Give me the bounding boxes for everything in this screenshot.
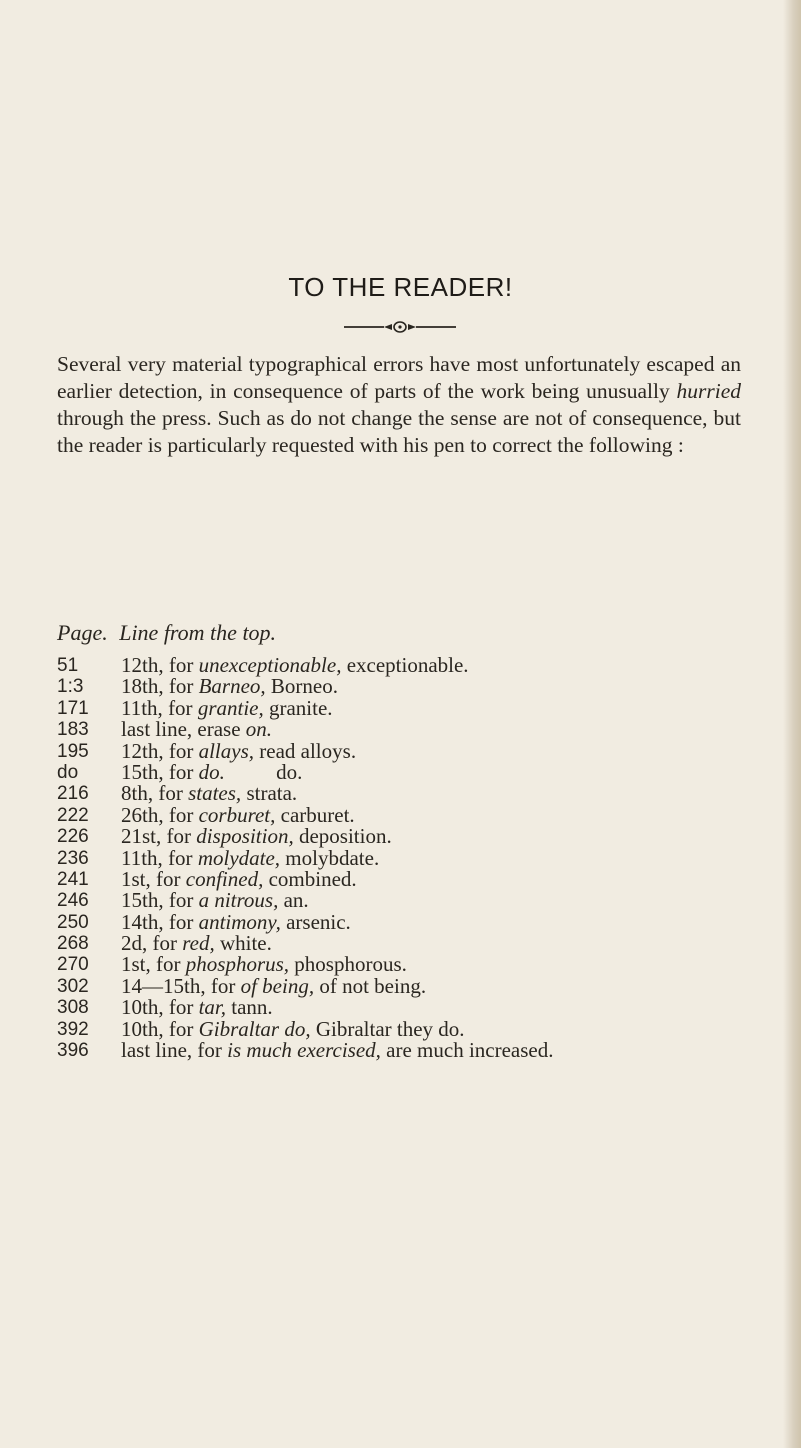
errata-correct-text: strata.	[246, 781, 298, 806]
errata-page-number: 171	[57, 697, 89, 719]
errata-line-ref: 15th,	[121, 759, 164, 784]
errata-correct-text: tann.	[231, 995, 273, 1020]
errata-row	[57, 655, 797, 676]
errata-wrong-text: is much exercised,	[227, 1038, 381, 1063]
errata-line-ref: 14—15th,	[121, 973, 206, 998]
errata-instruction: for	[168, 738, 194, 763]
errata-wrong-text: Barneo,	[198, 674, 266, 699]
errata-instruction: for	[168, 802, 194, 827]
errata-line-ref: last line,	[121, 717, 193, 742]
errata-wrong-text: on.	[245, 717, 273, 742]
errata-row	[57, 759, 797, 784]
errata-correct-text: phosphorous.	[294, 952, 407, 977]
errata-correction	[121, 676, 338, 697]
intro-paragraph	[57, 351, 741, 459]
errata-list	[57, 655, 797, 1061]
errata-row	[57, 1040, 797, 1061]
errata-page-number: 246	[57, 890, 89, 912]
errata-correction	[121, 973, 427, 998]
errata-page-number: 270	[57, 954, 89, 976]
errata-wrong-text: states,	[188, 781, 242, 806]
errata-instruction: for	[152, 931, 177, 956]
errata-page-number: 236	[57, 847, 89, 869]
errata-column-headers	[57, 620, 276, 646]
errata-instruction: for	[168, 674, 194, 699]
column-header-line: Line from the top.	[119, 620, 277, 645]
errata-line-ref: 1st,	[121, 866, 151, 891]
errata-line-ref: 11th,	[121, 695, 163, 720]
errata-instruction: for	[158, 781, 183, 806]
errata-wrong-text: corburet,	[198, 802, 276, 827]
errata-instruction: for	[156, 952, 181, 977]
page-heading: TO THE READER!	[288, 272, 513, 302]
errata-row	[57, 783, 797, 804]
errata-wrong-text: unexceptionable,	[198, 653, 342, 677]
errata-line-ref: 18th,	[121, 674, 164, 699]
errata-wrong-text: molydate,	[197, 845, 281, 870]
errata-page-number: 222	[57, 804, 89, 826]
errata-line-ref: 8th,	[121, 781, 154, 806]
errata-instruction: for	[156, 866, 181, 891]
errata-correct-text: read alloys.	[259, 738, 357, 763]
errata-line-ref: 10th,	[121, 995, 164, 1020]
errata-row	[57, 909, 797, 934]
errata-page-number: 216	[57, 783, 89, 805]
errata-wrong-text: grantie,	[197, 695, 264, 720]
errata-correct-text: combined.	[268, 866, 357, 891]
fleuron-ornament-icon	[340, 320, 460, 334]
column-header-page: Page.	[57, 620, 108, 645]
intro-emphasis: hurried	[676, 379, 741, 403]
errata-correction	[121, 1016, 465, 1041]
errata-wrong-text: antimony,	[198, 909, 281, 934]
errata-correction	[121, 826, 392, 847]
errata-correction	[121, 933, 272, 954]
errata-correct-text: do.	[276, 759, 303, 784]
errata-correction	[121, 997, 273, 1018]
errata-correct-text: white.	[219, 931, 272, 956]
errata-correction	[121, 909, 351, 934]
errata-row	[57, 738, 797, 763]
errata-instruction: for	[168, 759, 194, 784]
errata-row	[57, 997, 797, 1018]
errata-line-ref: 26th,	[121, 802, 164, 827]
errata-instruction: for	[166, 824, 192, 849]
errata-correct-text: Gibraltar they do.	[315, 1016, 465, 1041]
errata-row	[57, 954, 797, 975]
errata-correct-text: molybdate.	[285, 845, 380, 870]
errata-row	[57, 845, 797, 870]
errata-page-number: 250	[57, 911, 89, 933]
errata-page-number: 183	[57, 719, 89, 741]
errata-page-number: 241	[57, 868, 89, 890]
errata-wrong-text: Gibraltar do,	[198, 1016, 311, 1041]
errata-page-number: do	[57, 761, 79, 783]
intro-text-part2: through the press. Such as do not change the sense are not of consequence, but the reader is particularly requested with his pen to correct the following :	[57, 406, 741, 457]
errata-correction	[121, 695, 333, 720]
errata-instruction: for	[168, 995, 194, 1020]
errata-correction	[121, 759, 303, 784]
errata-row	[57, 676, 797, 697]
errata-correct-text: are much increased.	[386, 1038, 554, 1063]
errata-page-number: 302	[57, 975, 89, 997]
errata-instruction: for	[168, 845, 193, 870]
errata-line-ref: 21st,	[121, 824, 162, 849]
errata-correct-text: carburet.	[280, 802, 355, 827]
errata-correction	[121, 783, 297, 804]
errata-wrong-text: of being,	[240, 973, 315, 998]
errata-correction	[121, 802, 355, 827]
errata-instruction: for	[210, 973, 236, 998]
errata-correction	[121, 890, 309, 911]
errata-page-number: 308	[57, 997, 89, 1019]
errata-correction	[121, 738, 357, 763]
errata-line-ref: 2d,	[121, 931, 148, 956]
errata-row	[57, 695, 797, 720]
errata-wrong-text: phosphorus,	[185, 952, 290, 977]
errata-correction	[121, 655, 469, 676]
errata-wrong-text: a nitrous,	[198, 888, 279, 913]
errata-line-ref: 14th,	[121, 909, 164, 934]
errata-row	[57, 802, 797, 827]
errata-page-number: 392	[57, 1018, 89, 1040]
errata-wrong-text: allays,	[198, 738, 255, 763]
errata-wrong-text: disposition,	[196, 824, 294, 849]
errata-correct-text: granite.	[268, 695, 333, 720]
errata-row	[57, 890, 797, 911]
errata-line-ref: 15th,	[121, 888, 164, 913]
errata-correct-text: of not being.	[319, 973, 427, 998]
errata-row	[57, 1016, 797, 1041]
errata-wrong-text: confined,	[185, 866, 264, 891]
errata-row	[57, 933, 797, 954]
intro-text-part1: Several very material typographical errors have most unfortunately escaped an earlier detection, in consequence of parts of the work being unusually	[57, 352, 741, 403]
errata-line-ref: 12th,	[121, 738, 164, 763]
errata-row	[57, 826, 797, 847]
errata-correct-text: Borneo.	[270, 674, 338, 699]
errata-line-ref: 1st,	[121, 952, 151, 977]
errata-correct-text: arsenic.	[286, 909, 351, 934]
errata-instruction: for	[197, 1038, 222, 1063]
errata-wrong-text: red,	[182, 931, 215, 956]
errata-wrong-text: do.	[198, 759, 225, 784]
errata-page-number: 1:3	[57, 676, 84, 698]
errata-row	[57, 973, 797, 998]
errata-instruction: for	[168, 695, 193, 720]
errata-correct-text: exceptionable.	[346, 653, 469, 677]
errata-page-number: 51	[57, 655, 79, 676]
errata-correct-text: deposition.	[298, 824, 392, 849]
errata-instruction: for	[168, 1016, 194, 1041]
errata-row	[57, 719, 797, 740]
errata-instruction: for	[168, 909, 194, 934]
errata-page-number: 396	[57, 1040, 89, 1062]
errata-correction	[121, 719, 272, 740]
errata-wrong-text: tar,	[198, 995, 227, 1020]
errata-row	[57, 866, 797, 891]
errata-page-number: 268	[57, 933, 89, 955]
errata-correction	[121, 954, 407, 975]
errata-correction	[121, 866, 357, 891]
errata-page-number: 195	[57, 740, 89, 762]
errata-page-number: 226	[57, 826, 89, 848]
errata-correction	[121, 1040, 553, 1061]
errata-instruction: for	[168, 653, 194, 677]
errata-line-ref: 11th,	[121, 845, 163, 870]
errata-instruction: for	[168, 888, 194, 913]
errata-line-ref: last line,	[121, 1038, 193, 1063]
errata-correction	[121, 845, 380, 870]
errata-instruction: erase	[197, 717, 241, 742]
errata-line-ref: 10th,	[121, 1016, 164, 1041]
errata-line-ref: 12th,	[121, 653, 164, 677]
errata-correct-text: an.	[283, 888, 309, 913]
